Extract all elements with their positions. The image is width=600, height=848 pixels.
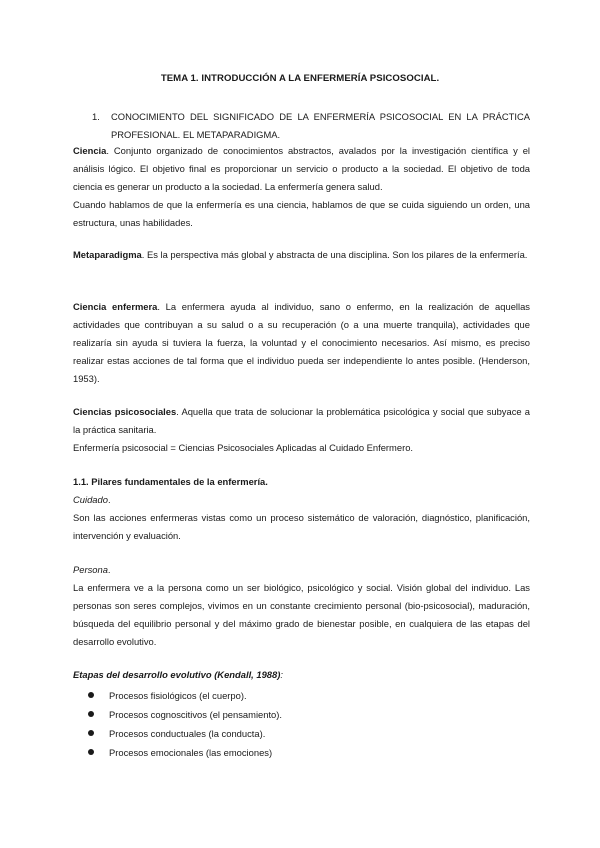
persona-section	[73, 561, 530, 651]
persona-dot: .	[107, 564, 111, 575]
bullet-icon	[88, 692, 94, 698]
ciencia-term: Ciencia	[73, 145, 107, 156]
metaparadigma-term: Metaparadigma	[73, 249, 142, 260]
ciencia-enfermera-term: Ciencia enfermera	[73, 301, 158, 312]
ciencia-enfermera-text: . La enfermera ayuda al individuo, sano o enfermo, en la realización de aquellas actividades que contribuyan a su salud o a su recuperación (o a una muerte tranquila), actividades que realizaría sin ayuda si tuviera la fuerza, la voluntad y el conocimiento necesarios. Así mismo, es preciso realizar estas acciones de tal forma que el individuo pueda ser independiente lo antes posible. (Henderson, 1953).	[73, 301, 530, 384]
ciencias-psicosociales-term: Ciencias psicosociales	[73, 406, 177, 417]
section-number: 1.	[92, 111, 100, 122]
bullet-icon	[88, 749, 94, 755]
etapas-heading: Etapas del desarrollo evolutivo (Kendall, 1988)	[73, 669, 281, 680]
etapas-colon: :	[280, 669, 283, 680]
list-item: Procesos conductuales (la conducta).	[88, 724, 282, 743]
section-heading-text: CONOCIMIENTO DEL SIGNIFICADO DE LA ENFERMERÍA PSICOSOCIAL EN LA PRÁCTICA PROFESIONAL. EL METAPARADIGMA.	[111, 111, 530, 140]
bullet-icon	[88, 730, 94, 736]
cuidado-term: Cuidado	[73, 494, 108, 505]
ciencias-psicosociales-paragraph	[73, 403, 530, 457]
ciencia-extra: Cuando hablamos de que la enfermería es una ciencia, hablamos de que se cuida siguiendo un orden, una estructura, unas habilidades.	[73, 199, 530, 228]
ciencias-psicosociales-text: . Aquella que trata de solucionar la problemática psicológica y social que subyace a la práctica sanitaria.	[73, 406, 530, 435]
pilares-heading: 1.1. Pilares fundamentales de la enfermería.	[73, 476, 268, 487]
etapas-list	[88, 686, 282, 762]
metaparadigma-text: . Es la perspectiva más global y abstracta de una disciplina. Son los pilares de la enfermería.	[141, 249, 528, 260]
list-item: Procesos fisiológicos (el cuerpo).	[88, 686, 282, 705]
cuidado-text: Son las acciones enfermeras vistas como un proceso sistemático de valoración, diagnóstico, planificación, intervención y evaluación.	[73, 512, 530, 541]
etapas-heading-block	[73, 666, 530, 684]
persona-term: Persona	[73, 564, 108, 575]
page-title: TEMA 1. INTRODUCCIÓN A LA ENFERMERÍA PSICOSOCIAL.	[160, 73, 440, 84]
bullet-icon	[88, 711, 94, 717]
metaparadigma-paragraph	[73, 246, 530, 264]
ciencia-paragraph	[73, 142, 530, 232]
ciencia-enfermera-paragraph	[73, 298, 530, 388]
persona-text: La enfermera ve a la persona como un ser biológico, psicológico y social. Visión global del individuo. Las personas son seres complejos, vivimos en un constante crecimiento personal (bio-psicosocial), maduración, búsqueda del equilibrio personal y del máximo grado de bienestar posible, en cualquiera de las etapas del desarrollo evolutivo.	[73, 582, 530, 647]
pilares-section	[73, 473, 530, 545]
ciencia-text: . Conjunto organizado de conocimientos abstractos, avalados por la investigación científica y el análisis lógico. El objetivo final es proporcionar un servicio o producto a la sociedad. El objetivo de toda ciencia es generar un producto a la sociedad. La enfermería genera salud.	[73, 145, 530, 192]
list-item: Procesos cognoscitivos (el pensamiento).	[88, 705, 282, 724]
cuidado-dot: .	[107, 494, 111, 505]
list-item: Procesos emocionales (las emociones)	[88, 743, 282, 762]
ciencias-psicosociales-extra: Enfermería psicosocial = Ciencias Psicosociales Aplicadas al Cuidado Enfermero.	[73, 442, 414, 453]
